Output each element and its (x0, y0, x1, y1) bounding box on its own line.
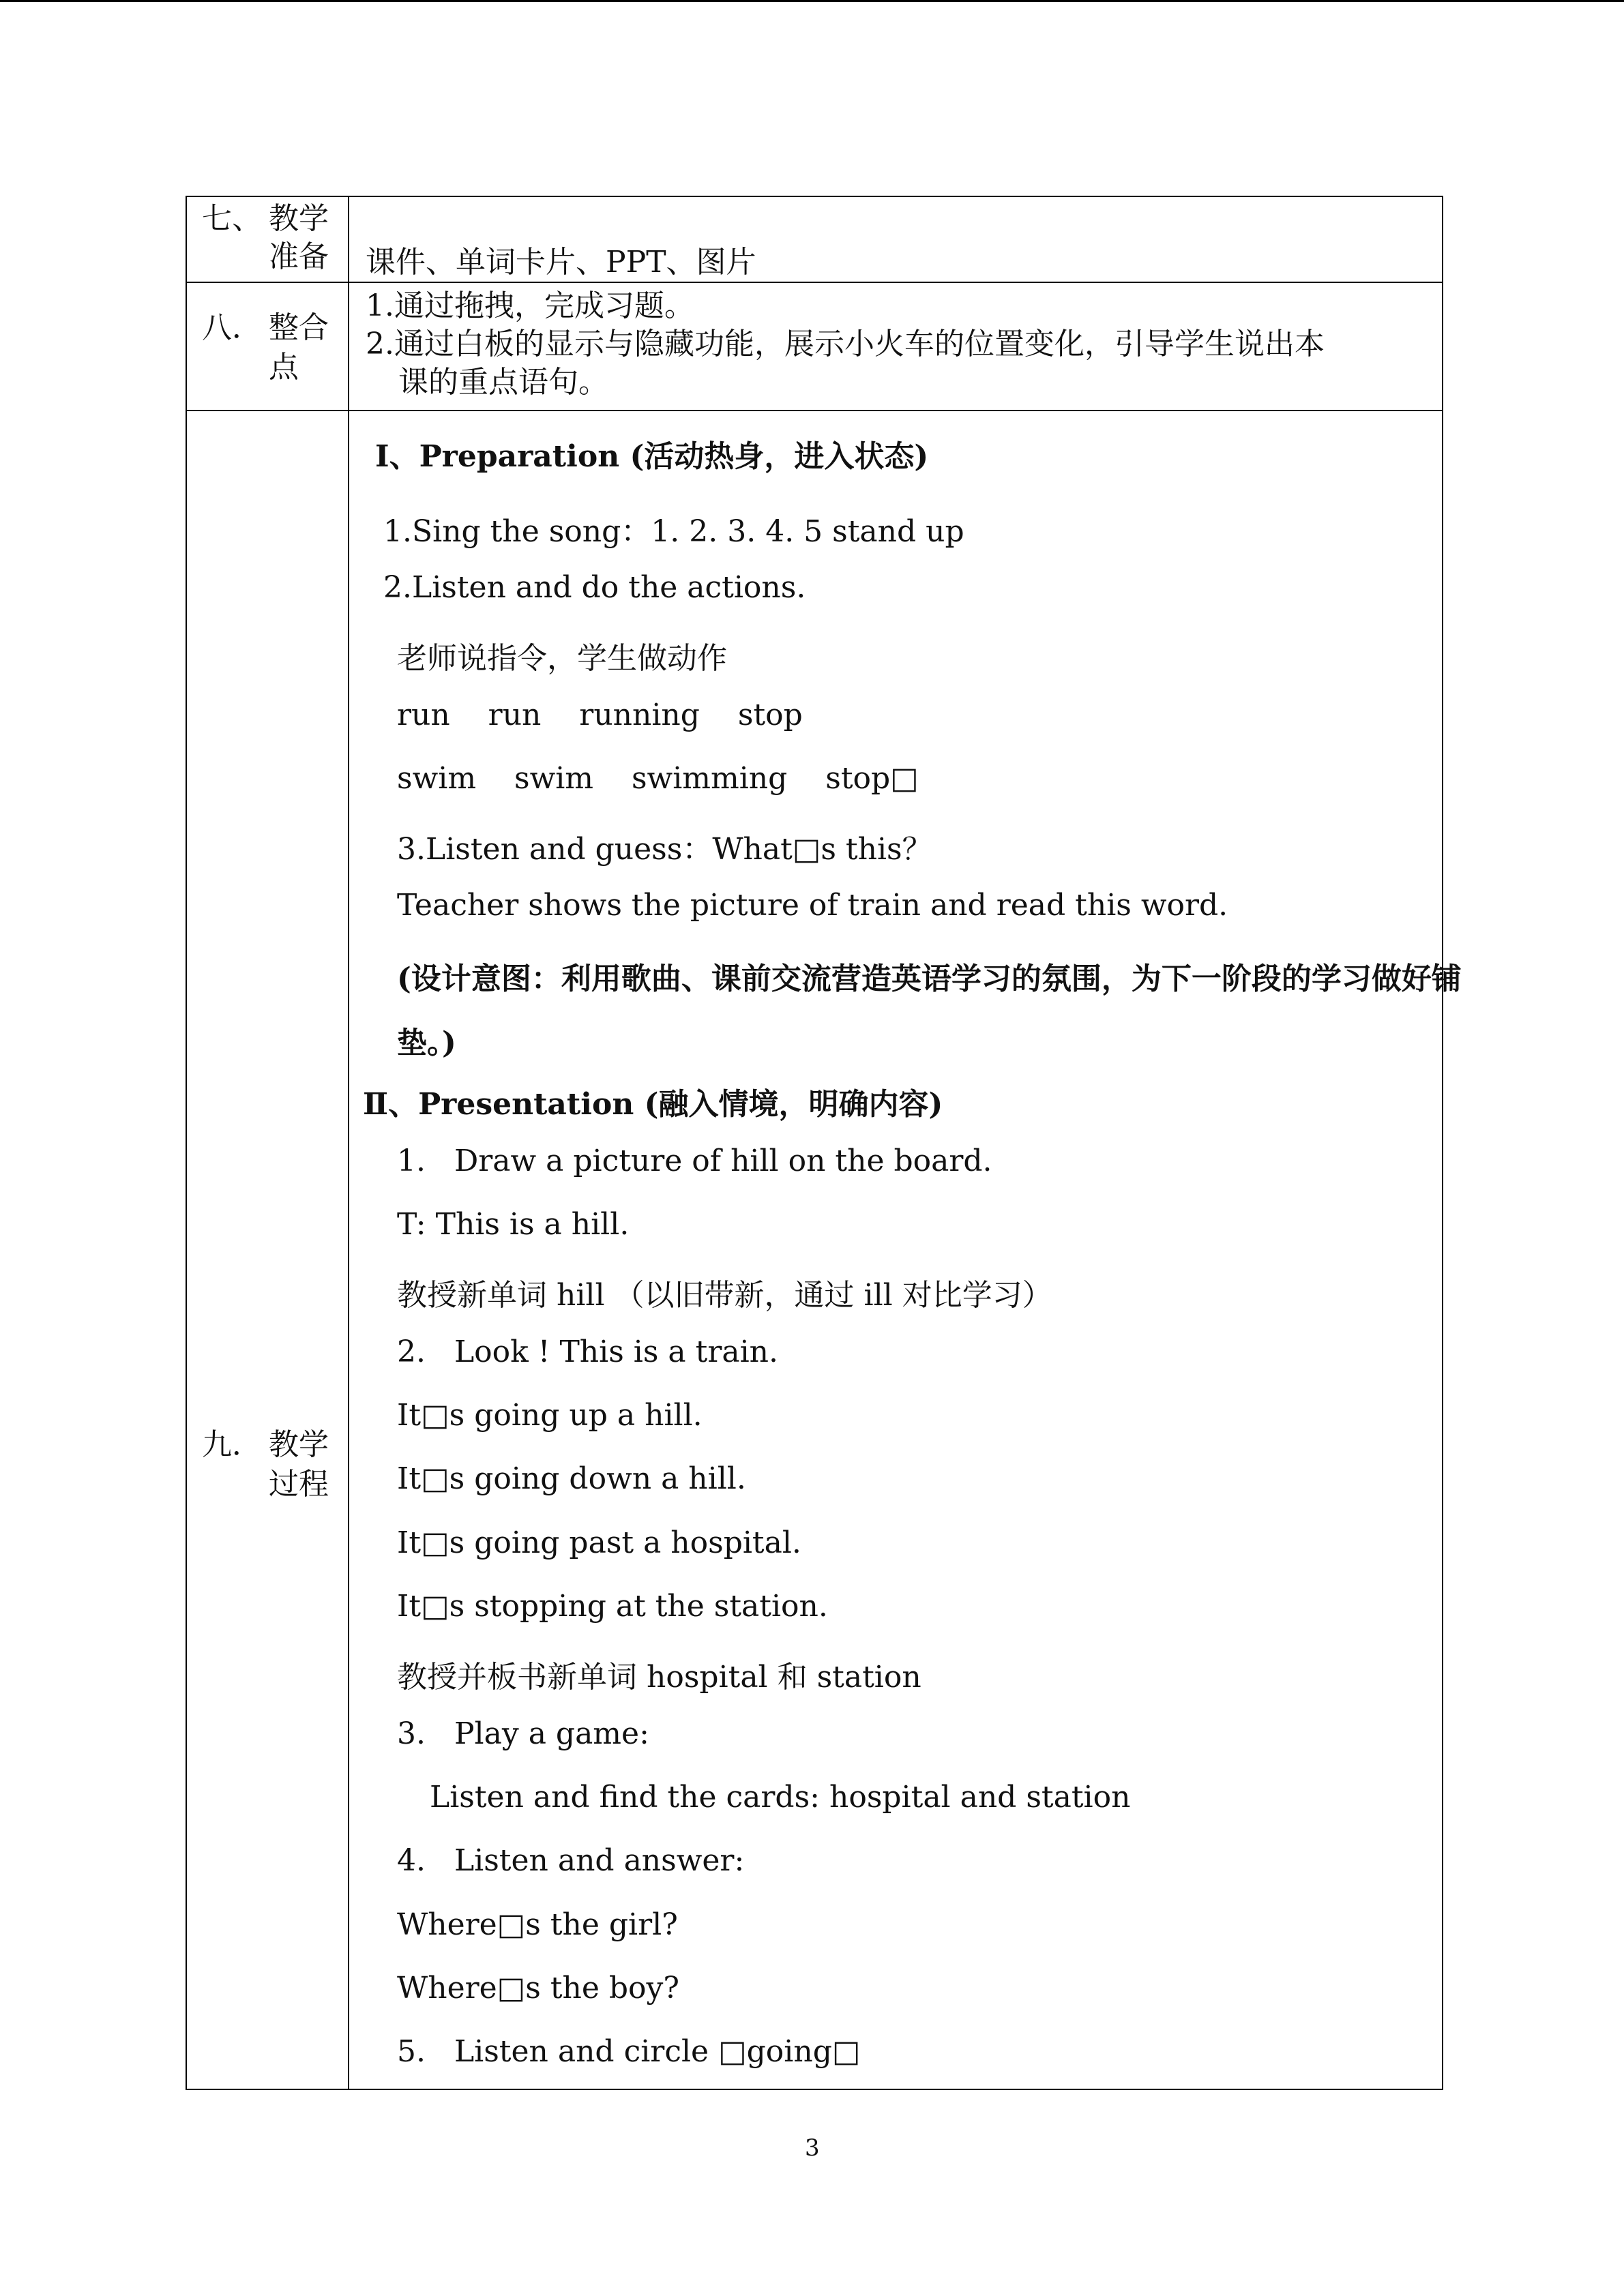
label-text-2: 过程 (269, 1467, 329, 1502)
preparation-content: 课件、单词卡片、PPT、图片 (366, 245, 756, 280)
label-text-1: 教学 (269, 201, 329, 236)
label-number: 八． (202, 310, 262, 345)
row-teaching-process (186, 411, 1443, 2089)
content-cell-preparation (349, 196, 1443, 282)
top-border-line (0, 0, 1624, 2)
page-number: 3 (805, 2134, 820, 2162)
process-line: It□s going past a hospital. (397, 1525, 801, 1560)
label-text-1: 教学 (269, 1427, 329, 1462)
label-text-2: 点 (269, 350, 299, 385)
section-heading-presentation: Ⅱ、Presentation (融入情境，明确内容) (363, 1087, 943, 1122)
process-line: 3. Play a game: (397, 1716, 649, 1751)
process-line: 2. Look ! This is a train. (397, 1335, 778, 1369)
process-line: 教授新单词 hill （以旧带新，通过 ill 对比学习） (397, 1278, 1052, 1313)
design-intent-note: 垫。) (397, 1026, 456, 1060)
section-heading-preparation: Ⅰ、Preparation (活动热身，进入状态) (375, 439, 929, 474)
process-line: 3.Listen and guess：What□s this？ (397, 832, 932, 867)
process-line: swim swim swimming stop□ (397, 761, 919, 796)
process-line: 老师说指令，学生做动作 (397, 641, 727, 676)
label-text-2: 准备 (269, 239, 329, 274)
content-cell-integration (349, 282, 1443, 411)
lesson-plan-table (186, 196, 1462, 2090)
label-number: 九． (202, 1427, 262, 1462)
process-line: run run running stop (397, 698, 803, 732)
label-cell-preparation (186, 196, 349, 282)
process-line: It□s stopping at the station. (397, 1589, 828, 1624)
design-intent-note: (设计意图：利用歌曲、课前交流营造英语学习的氛围，为下一阶段的学习做好铺 (397, 961, 1462, 996)
process-line: T: This is a hill. (397, 1207, 630, 1242)
process-line: It□s going down a hill. (397, 1461, 746, 1496)
process-line: It□s going up a hill. (397, 1398, 703, 1433)
process-line: Where□s the girl? (397, 1907, 678, 1942)
process-line: 5. Listen and circle □going□ (397, 2034, 861, 2069)
process-line: 4. Listen and answer: (397, 1843, 745, 1878)
label-cell-integration (186, 282, 349, 411)
process-line: Listen and find the cards: hospital and station (430, 1780, 1131, 1815)
process-line: 教授并板书新单词 hospital 和 station (397, 1660, 921, 1695)
process-line: 2.Listen and do the actions. (383, 570, 806, 605)
process-line: 1. Draw a picture of hill on the board. (397, 1144, 992, 1178)
process-line: Teacher shows the picture of train and read this word. (397, 888, 1228, 923)
content-cell-process (349, 411, 1462, 2089)
label-cell-process (186, 411, 349, 2089)
process-line: Where□s the boy? (397, 1971, 679, 2006)
row-integration-points (186, 282, 1443, 411)
integration-line: 课的重点语句。 (398, 365, 608, 400)
integration-line: 2.通过白板的显示与隐藏功能，展示小火车的位置变化，引导学生说出本 (366, 327, 1325, 361)
integration-line: 1.通过拖拽，完成习题。 (366, 288, 694, 323)
row-teaching-preparation (186, 196, 1443, 282)
label-text-1: 整合 (269, 310, 329, 345)
process-line: 1.Sing the song：1. 2. 3. 4. 5 stand up (383, 514, 964, 549)
label-number: 七、 (202, 201, 262, 236)
